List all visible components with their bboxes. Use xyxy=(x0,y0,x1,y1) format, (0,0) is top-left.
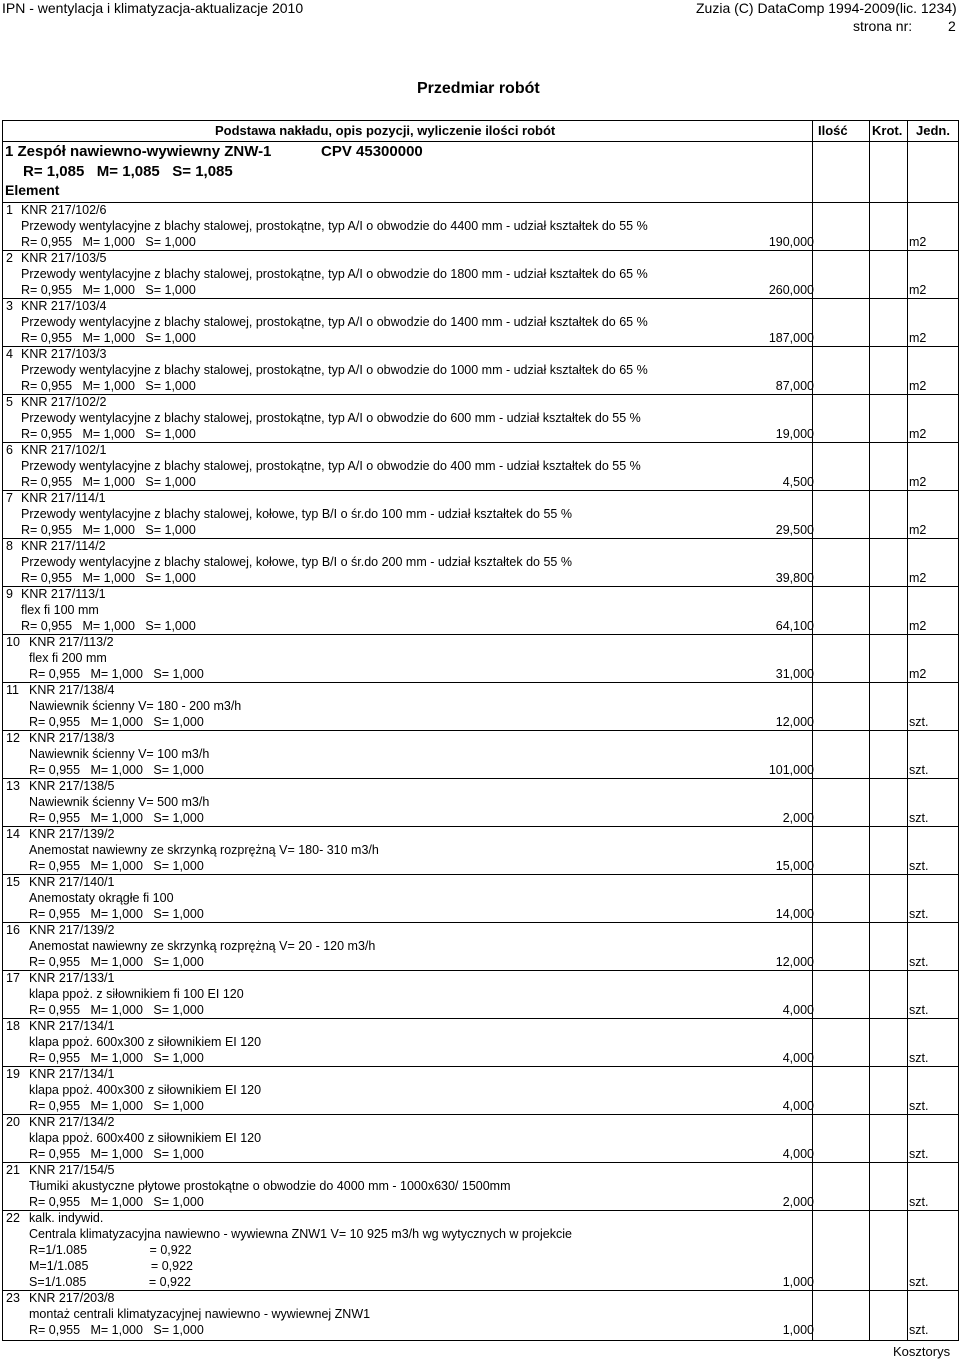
item-code: KNR 217/154/5 xyxy=(29,1163,115,1177)
item-description: Przewody wentylacyjne z blachy stalowej, prostokątne, typ A/I o obwodzie do 400 mm - udział kształtek do 55 % xyxy=(21,459,641,473)
item-description: montaż centrali klimatyzacyjnej nawiewno - wywiewnej ZNW1 xyxy=(29,1307,371,1321)
item-number: 12 xyxy=(6,731,20,745)
item-unit: m2 xyxy=(909,331,927,345)
item-number: 15 xyxy=(6,875,20,889)
item-row xyxy=(3,202,958,250)
col-header-qty: Ilość xyxy=(818,123,848,138)
row-divider xyxy=(3,1018,958,1019)
item-coefficients: R= 0,955 M= 1,000 S= 1,000 xyxy=(29,1003,204,1017)
item-unit: m2 xyxy=(909,283,927,297)
item-coefficients: R= 0,955 M= 1,000 S= 1,000 xyxy=(21,283,196,297)
row-divider xyxy=(3,874,958,875)
item-row xyxy=(3,730,958,778)
item-unit: szt. xyxy=(909,715,929,729)
item-code: kalk. indywid. xyxy=(29,1211,104,1225)
item-code: KNR 217/140/1 xyxy=(29,875,115,889)
item-coefficients: R= 0,955 M= 1,000 S= 1,000 xyxy=(29,1051,204,1065)
item-quantity: 39,800 xyxy=(775,571,814,585)
item-row xyxy=(3,394,958,442)
item-coefficients: R= 0,955 M= 1,000 S= 1,000 xyxy=(21,235,196,249)
item-code: KNR 217/203/8 xyxy=(29,1291,115,1305)
item-unit: m2 xyxy=(909,379,927,393)
item-coefficients: R= 0,955 M= 1,000 S= 1,000 xyxy=(21,523,196,537)
item-number: 14 xyxy=(6,827,20,841)
item-quantity: 4,500 xyxy=(782,475,814,489)
item-code: KNR 217/114/1 xyxy=(21,491,106,505)
item-unit: szt. xyxy=(909,955,929,969)
item-unit: szt. xyxy=(909,1003,929,1017)
row-divider xyxy=(3,538,958,539)
item-description: M=1/1.085 = 0,922 xyxy=(29,1259,193,1273)
item-quantity: 1,000 xyxy=(782,1275,814,1289)
item-number: 3 xyxy=(6,299,13,313)
item-description: klapa ppoż. 600x400 z siłownikiem EI 120 xyxy=(29,1131,262,1145)
item-unit: szt. xyxy=(909,1323,929,1337)
item-code: KNR 217/138/3 xyxy=(29,731,115,745)
item-number: 21 xyxy=(6,1163,20,1177)
item-quantity: 14,000 xyxy=(775,907,814,921)
item-code: KNR 217/103/4 xyxy=(21,299,107,313)
item-number: 8 xyxy=(6,539,13,553)
item-row xyxy=(3,298,958,346)
item-number: 1 xyxy=(6,203,13,217)
item-coefficients: R= 0,955 M= 1,000 S= 1,000 xyxy=(29,859,204,873)
item-description: klapa ppoż. 600x300 z siłownikiem EI 120 xyxy=(29,1035,262,1049)
item-description: Nawiewnik ścienny V= 180 - 200 m3/h xyxy=(29,699,242,713)
col-header-krot: Krot. xyxy=(872,123,903,138)
item-unit: m2 xyxy=(909,475,927,489)
item-coefficients: R= 0,955 M= 1,000 S= 1,000 xyxy=(21,571,196,585)
row-divider xyxy=(3,586,958,587)
page-number: 2 xyxy=(948,18,956,34)
item-number: 9 xyxy=(6,587,13,601)
item-quantity: 12,000 xyxy=(775,955,814,969)
item-description: Anemostaty okrągłe fi 100 xyxy=(29,891,174,905)
item-quantity: 31,000 xyxy=(775,667,814,681)
row-divider xyxy=(3,1066,958,1067)
item-quantity: 4,000 xyxy=(782,1099,814,1113)
item-unit: szt. xyxy=(909,1099,929,1113)
item-code: KNR 217/102/2 xyxy=(21,395,107,409)
item-row xyxy=(3,250,958,298)
row-divider xyxy=(3,730,958,731)
item-description: Przewody wentylacyjne z blachy stalowej, prostokątne, typ A/I o obwodzie do 4400 mm - udział kształtek do 55 % xyxy=(21,219,648,233)
item-code: KNR 217/114/2 xyxy=(21,539,106,553)
item-unit: szt. xyxy=(909,907,929,921)
item-unit: szt. xyxy=(909,1195,929,1209)
item-unit: m2 xyxy=(909,235,927,249)
row-divider xyxy=(3,1210,958,1211)
item-quantity: 15,000 xyxy=(775,859,814,873)
row-divider xyxy=(3,250,958,251)
item-coefficients: R= 0,955 M= 1,000 S= 1,000 xyxy=(29,1147,204,1161)
estimate-table xyxy=(2,120,959,1341)
row-divider xyxy=(3,1162,958,1163)
item-description: Anemostat nawiewny ze skrzynką rozprężną V= 180- 310 m3/h xyxy=(29,843,379,857)
item-number: 20 xyxy=(6,1115,20,1129)
item-coefficients: R= 0,955 M= 1,000 S= 1,000 xyxy=(21,331,196,345)
item-coefficients: R= 0,955 M= 1,000 S= 1,000 xyxy=(21,427,196,441)
item-row xyxy=(3,922,958,970)
item-quantity: 4,000 xyxy=(782,1051,814,1065)
row-divider xyxy=(3,970,958,971)
footer-label: Kosztorys xyxy=(893,1344,951,1359)
item-unit: m2 xyxy=(909,523,927,537)
item-coefficients: R= 0,955 M= 1,000 S= 1,000 xyxy=(29,955,204,969)
item-quantity: 64,100 xyxy=(775,619,814,633)
item-coefficients: R= 0,955 M= 1,000 S= 1,000 xyxy=(29,907,204,921)
item-code: KNR 217/102/1 xyxy=(21,443,107,457)
row-divider xyxy=(3,346,958,347)
item-description: flex fi 200 mm xyxy=(29,651,107,665)
row-divider xyxy=(3,490,958,491)
item-unit: szt. xyxy=(909,763,929,777)
item-row xyxy=(3,1290,958,1338)
item-row xyxy=(3,538,958,586)
item-code: KNR 217/103/3 xyxy=(21,347,107,361)
item-number: 17 xyxy=(6,971,20,985)
item-code: KNR 217/102/6 xyxy=(21,203,107,217)
row-divider xyxy=(3,442,958,443)
item-coefficients: R= 0,955 M= 1,000 S= 1,000 xyxy=(21,379,196,393)
section-element-label: Element xyxy=(5,182,60,198)
item-row xyxy=(3,970,958,1018)
item-row xyxy=(3,586,958,634)
item-number: 19 xyxy=(6,1067,20,1081)
item-unit: szt. xyxy=(909,859,929,873)
item-unit: m2 xyxy=(909,667,927,681)
item-coefficients: R= 0,955 M= 1,000 S= 1,000 xyxy=(29,1195,204,1209)
item-description: Tłumiki akustyczne płytowe prostokątne o obwodzie do 4000 mm - 1000x630/ 1500mm xyxy=(29,1179,511,1193)
item-code: KNR 217/134/1 xyxy=(29,1067,115,1081)
item-quantity: 12,000 xyxy=(775,715,814,729)
row-divider xyxy=(3,394,958,395)
item-quantity: 101,000 xyxy=(768,763,814,777)
item-number: 5 xyxy=(6,395,13,409)
item-number: 11 xyxy=(6,683,19,697)
item-description: Nawiewnik ścienny V= 500 m3/h xyxy=(29,795,210,809)
item-row xyxy=(3,826,958,874)
item-row xyxy=(3,1018,958,1066)
item-description: Przewody wentylacyjne z blachy stalowej, prostokątne, typ A/I o obwodzie do 1400 mm - udział kształtek do 65 % xyxy=(21,315,648,329)
item-row xyxy=(3,490,958,538)
row-divider xyxy=(3,298,958,299)
item-row xyxy=(3,1066,958,1114)
item-row xyxy=(3,874,958,922)
item-number: 7 xyxy=(6,491,13,505)
item-coefficients: R= 0,955 M= 1,000 S= 1,000 xyxy=(21,619,196,633)
item-quantity: 87,000 xyxy=(775,379,814,393)
item-number: 10 xyxy=(6,635,20,649)
item-description: Przewody wentylacyjne z blachy stalowej, prostokątne, typ A/I o obwodzie do 1800 mm - udział kształtek do 65 % xyxy=(21,267,648,281)
section-cpv: CPV 45300000 xyxy=(321,143,423,160)
header-divider xyxy=(3,141,958,142)
item-code: KNR 217/134/2 xyxy=(29,1115,115,1129)
item-description: Przewody wentylacyjne z blachy stalowej, kołowe, typ B/I o śr.do 100 mm - udział kształtek do 55 % xyxy=(21,507,572,521)
item-number: 2 xyxy=(6,251,13,265)
item-code: KNR 217/139/2 xyxy=(29,827,115,841)
item-quantity: 2,000 xyxy=(782,811,814,825)
row-divider xyxy=(3,778,958,779)
item-number: 13 xyxy=(6,779,20,793)
item-code: KNR 217/134/1 xyxy=(29,1019,115,1033)
item-unit: szt. xyxy=(909,811,929,825)
item-code: KNR 217/133/1 xyxy=(29,971,115,985)
col-header-description: Podstawa nakładu, opis pozycji, wyliczenie ilości robót xyxy=(215,123,556,138)
item-code: KNR 217/103/5 xyxy=(21,251,107,265)
row-divider xyxy=(3,1290,958,1291)
item-quantity: 1,000 xyxy=(782,1323,814,1337)
item-unit: m2 xyxy=(909,427,927,441)
item-coefficients: S=1/1.085 = 0,922 xyxy=(29,1275,191,1289)
row-divider xyxy=(3,634,958,635)
item-coefficients: R= 0,955 M= 1,000 S= 1,000 xyxy=(29,667,204,681)
item-number: 6 xyxy=(6,443,13,457)
page-label: strona nr: xyxy=(853,18,913,34)
item-unit: szt. xyxy=(909,1051,929,1065)
app-title: IPN - wentylacja i klimatyzacja-aktualizacje 2010 xyxy=(2,0,304,16)
row-divider xyxy=(3,826,958,827)
row-divider xyxy=(3,202,958,203)
item-code: KNR 217/113/2 xyxy=(29,635,114,649)
item-code: KNR 217/138/5 xyxy=(29,779,115,793)
item-code: KNR 217/139/2 xyxy=(29,923,115,937)
item-quantity: 4,000 xyxy=(782,1003,814,1017)
item-code: KNR 217/113/1 xyxy=(21,587,106,601)
item-description: flex fi 100 mm xyxy=(21,603,99,617)
item-row xyxy=(3,634,958,682)
item-coefficients: R= 0,955 M= 1,000 S= 1,000 xyxy=(21,475,196,489)
item-quantity: 260,000 xyxy=(768,283,814,297)
page-title: Przedmiar robót xyxy=(417,80,540,97)
item-quantity: 4,000 xyxy=(782,1147,814,1161)
item-row xyxy=(3,442,958,490)
item-coefficients: R= 0,955 M= 1,000 S= 1,000 xyxy=(29,811,204,825)
item-description: klapa ppoż. 400x300 z siłownikiem EI 120 xyxy=(29,1083,262,1097)
item-quantity: 190,000 xyxy=(768,235,814,249)
item-unit: szt. xyxy=(909,1147,929,1161)
section-coefficients: R= 1,085 M= 1,085 S= 1,085 xyxy=(23,163,233,180)
item-quantity: 2,000 xyxy=(782,1195,814,1209)
item-description: Przewody wentylacyjne z blachy stalowej, prostokątne, typ A/I o obwodzie do 1000 mm - udział kształtek do 65 % xyxy=(21,363,648,377)
item-description: Anemostat nawiewny ze skrzynką rozprężną V= 20 - 120 m3/h xyxy=(29,939,376,953)
item-number: 18 xyxy=(6,1019,20,1033)
item-unit: m2 xyxy=(909,619,927,633)
item-description: Centrala klimatyzacyjna nawiewno - wywiewna ZNW1 V= 10 925 m3/h wg wytycznych w projekcie xyxy=(29,1227,572,1241)
item-coefficients: R= 0,955 M= 1,000 S= 1,000 xyxy=(29,715,204,729)
section-title: 1 Zespół nawiewno-wywiewny ZNW-1 xyxy=(5,143,272,160)
item-quantity: 187,000 xyxy=(768,331,814,345)
item-row xyxy=(3,1114,958,1162)
license-text: Zuzia (C) DataComp 1994-2009(lic. 1234) xyxy=(696,0,957,16)
item-coefficients: R= 0,955 M= 1,000 S= 1,000 xyxy=(29,1099,204,1113)
item-number: 4 xyxy=(6,347,13,361)
item-quantity: 19,000 xyxy=(775,427,814,441)
item-description: Nawiewnik ścienny V= 100 m3/h xyxy=(29,747,210,761)
row-divider xyxy=(3,682,958,683)
item-description: klapa ppoż. z siłownikiem fi 100 EI 120 xyxy=(29,987,244,1001)
row-divider xyxy=(3,1114,958,1115)
item-number: 23 xyxy=(6,1291,20,1305)
item-number: 16 xyxy=(6,923,20,937)
col-header-unit: Jedn. xyxy=(916,123,950,138)
item-description: Przewody wentylacyjne z blachy stalowej, prostokątne, typ A/I o obwodzie do 600 mm - udział kształtek do 55 % xyxy=(21,411,641,425)
item-row xyxy=(3,682,958,730)
item-row xyxy=(3,1162,958,1210)
item-row xyxy=(3,346,958,394)
item-code: KNR 217/138/4 xyxy=(29,683,115,697)
item-quantity: 29,500 xyxy=(775,523,814,537)
item-unit: szt. xyxy=(909,1275,929,1289)
item-coefficients: R= 0,955 M= 1,000 S= 1,000 xyxy=(29,1323,204,1337)
item-coefficients: R= 0,955 M= 1,000 S= 1,000 xyxy=(29,763,204,777)
item-unit: m2 xyxy=(909,571,927,585)
item-description: Przewody wentylacyjne z blachy stalowej, kołowe, typ B/I o śr.do 200 mm - udział kształtek do 55 % xyxy=(21,555,572,569)
item-row xyxy=(3,1210,958,1290)
row-divider xyxy=(3,922,958,923)
item-number: 22 xyxy=(6,1211,20,1225)
item-description: R=1/1.085 = 0,922 xyxy=(29,1243,192,1257)
item-row xyxy=(3,778,958,826)
